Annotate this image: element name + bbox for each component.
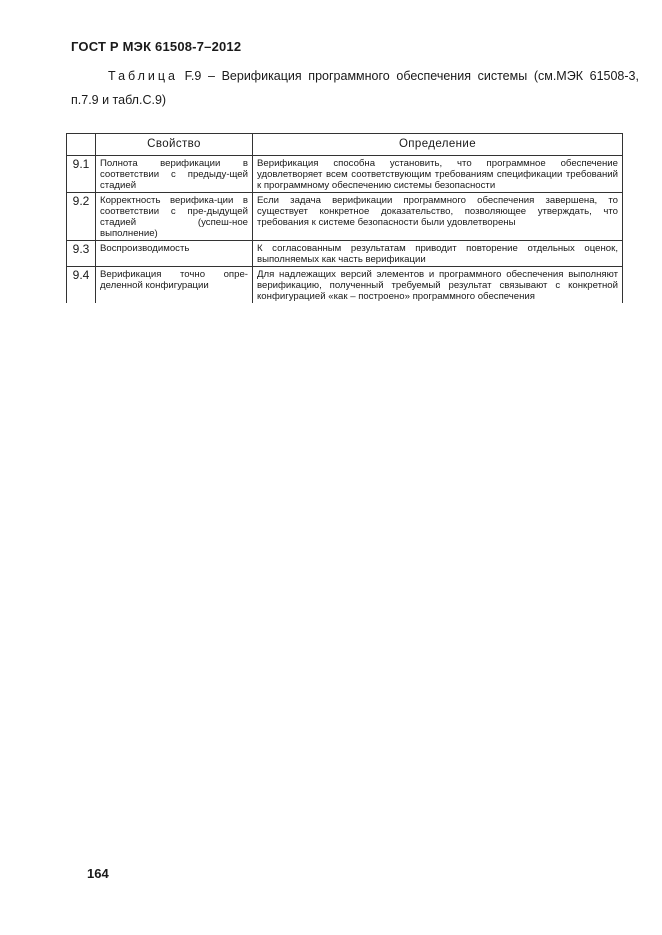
row-number: 9.3 xyxy=(67,241,96,267)
row-number: 9.4 xyxy=(67,267,96,304)
page-number: 164 xyxy=(87,866,109,881)
caption-dash: – xyxy=(207,69,215,83)
header-definition: Определение xyxy=(253,134,623,156)
table-row xyxy=(67,241,623,267)
table-row xyxy=(67,267,623,304)
document-standard-header: ГОСТ Р МЭК 61508-7–2012 xyxy=(71,39,242,54)
row-property: Верификация точно опре-деленной конфигурации xyxy=(96,267,253,304)
table-header-row xyxy=(67,134,623,156)
table-row xyxy=(67,156,623,193)
header-number xyxy=(67,134,96,156)
row-definition: Верификация способна установить, что программное обеспечение удовлетворяет всем соответствующим требованиям спецификации требований к программному обеспечению системы безопасности xyxy=(253,156,623,193)
row-definition: Если задача верификации программного обеспечения завершена, то существует конкретное доказательство, позволяющее утверждать, что требования к системе безопасности были удовлетворены xyxy=(253,193,623,241)
row-property: Полнота верификации в соответствии с предыду-щей стадией xyxy=(96,156,253,193)
row-definition: К согласованным результатам приводит повторение отдельных оценок, выполняемых как часть верификации xyxy=(253,241,623,267)
caption-text: Верификация программного обеспечения системы (см.МЭК 61508-3, п.7.9 и табл.С.9) xyxy=(71,69,639,107)
table-row xyxy=(67,193,623,241)
row-property: Корректность верифика-ции в соответствии с пре-дыдущей стадией (успеш-ное выполнение) xyxy=(96,193,253,241)
header-property: Свойство xyxy=(96,134,253,156)
row-definition: Для надлежащих версий элементов и программного обеспечения выполняют верификацию, полученный требуемый результат связывают с конкретной конфигурацией «как – построено» программного обеспечения xyxy=(253,267,623,304)
row-number: 9.2 xyxy=(67,193,96,241)
caption-prefix: Таблица xyxy=(108,69,179,83)
table-caption xyxy=(71,64,639,112)
row-property: Воспроизводимость xyxy=(96,241,253,267)
verification-properties-table xyxy=(66,133,623,303)
row-number: 9.1 xyxy=(67,156,96,193)
caption-table-id: F.9 xyxy=(184,69,202,83)
